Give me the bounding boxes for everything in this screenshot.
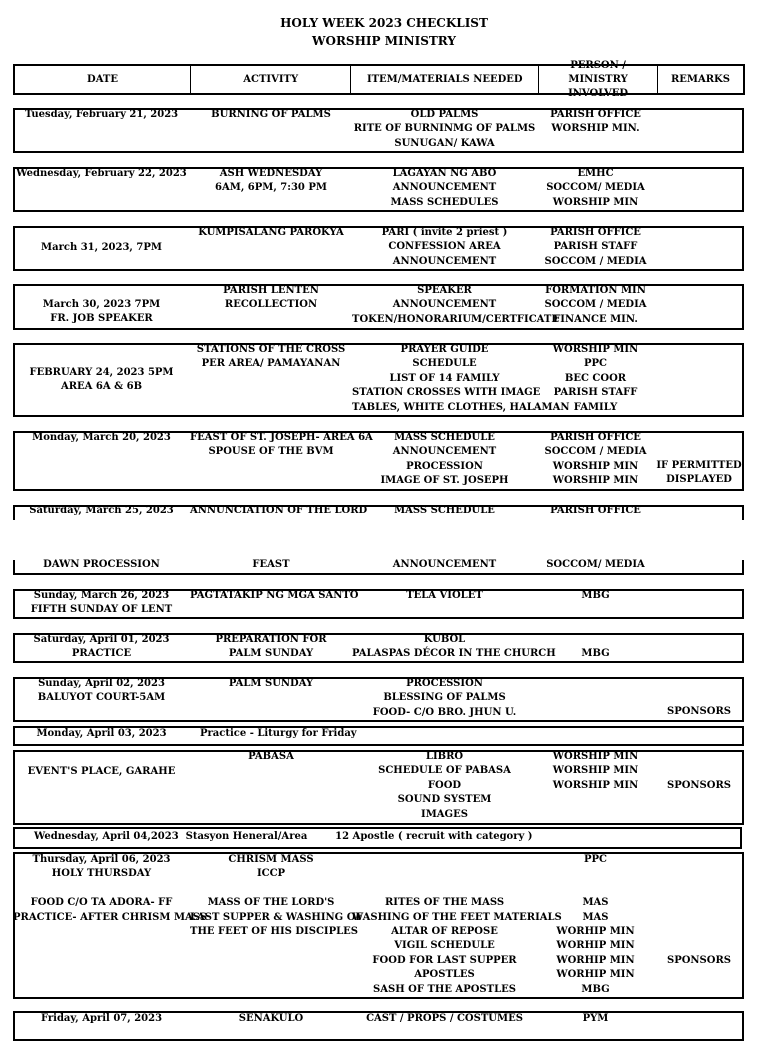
row-activity: PABASA <box>248 751 294 762</box>
row-activity: ANNUNCIATION OF THE LORD <box>190 505 368 516</box>
row-person: SOCCOM / MEDIA <box>544 299 647 311</box>
row-date: Saturday, March 25, 2023 <box>29 505 174 516</box>
table-row <box>13 167 744 210</box>
row-person: WORHIP MIN <box>556 969 635 981</box>
row-person: PPC <box>584 358 607 370</box>
row-date: FOOD C/O TA ADORA- FF <box>30 897 173 909</box>
row-activity: FEAST <box>252 559 290 570</box>
row-person: MBG <box>581 590 610 601</box>
row-person: WORSHIP MIN <box>552 779 639 791</box>
row-person: EMHC <box>577 168 614 179</box>
table-row <box>13 677 744 720</box>
row-item: FOOD- C/O BRO. JHUN U. <box>372 706 517 718</box>
table-row <box>13 343 744 417</box>
row-item: FOOD <box>427 779 462 791</box>
row-item: LIST OF 14 FAMILY <box>389 372 500 384</box>
row-item: TOKEN/HONORARIUM/CERTFICATE <box>352 313 559 325</box>
row-item: PROCESSION <box>406 678 483 689</box>
row-remark: SPONSORS <box>666 780 732 791</box>
row-item: ANNOUNCEMENT <box>392 255 497 267</box>
row-item: SOUND SYSTEM <box>397 794 492 806</box>
row-person: SOCCOM/ MEDIA <box>546 182 645 194</box>
row-item: APOSTLES <box>414 969 475 981</box>
row-person: SOCCOM/ MEDIA <box>546 559 645 570</box>
row-item: MASS SCHEDULES <box>390 196 499 208</box>
row-activity: CHRISM MASS <box>228 854 314 865</box>
row-person: SOCCOM / MEDIA <box>544 255 647 267</box>
row-activity: PALM SUNDAY <box>228 678 314 689</box>
header-activity: ACTIVITY <box>191 66 351 93</box>
row-item: PRAYER GUIDE <box>400 344 489 355</box>
row-item: ANNOUNCEMENT <box>392 559 497 570</box>
row-date: HOLY THURSDAY <box>51 868 152 880</box>
row-date: FEBRUARY 24, 2023 5PM <box>29 366 174 378</box>
row-item: BLESSING OF PALMS <box>383 692 506 704</box>
row-activity: PREPARATION FOR <box>215 634 327 645</box>
row-item: FOOD FOR LAST SUPPER <box>372 954 517 966</box>
row-item: IMAGES <box>421 808 468 820</box>
row-date: DAWN PROCESSION <box>43 559 160 570</box>
row-item: MASS SCHEDULE <box>394 505 495 516</box>
row-person: WORHIP MIN <box>556 940 635 952</box>
row-item: LIBRO <box>425 751 464 762</box>
row-date: PRACTICE- AFTER CHRISM MASS <box>13 911 207 923</box>
row-person: SOCCOM / MEDIA <box>544 446 647 458</box>
table-header <box>13 59 745 99</box>
row-activity: 6AM, 6PM, 7:30 PM <box>215 182 327 194</box>
row-item: VIGIL SCHEDULE <box>394 940 495 952</box>
row-remark: DISPLAYED <box>666 474 732 486</box>
header-persons: PERSON / MINISTRY INVOLVED <box>539 66 658 93</box>
row-date: FIFTH SUNDAY OF LENT <box>30 604 173 616</box>
row-date: PRACTICE <box>71 648 132 660</box>
row-activity: BURNING OF PALMS <box>211 109 331 120</box>
row-activity: SPOUSE OF THE BVM <box>208 446 334 458</box>
row-person: MBG <box>581 983 610 995</box>
row-date: March 30, 2023 7PM <box>42 299 161 310</box>
row-person: WORSHIP MIN <box>552 460 639 472</box>
row-item: RITE OF BURNINMG OF PALMS <box>353 123 536 135</box>
doc-title-line2: WORSHIP MINISTRY <box>312 34 456 48</box>
row-date: FR. JOB SPEAKER <box>50 313 153 325</box>
table-row <box>13 853 744 997</box>
row-item: TELA VIOLET <box>406 590 483 601</box>
row-activity: PALM SUNDAY <box>228 648 314 660</box>
table-row <box>13 504 744 518</box>
row-item: ANNOUNCEMENT <box>392 182 497 194</box>
row-date: Sunday, March 26, 2023 <box>33 590 170 601</box>
row-date: Wednesday, February 22, 2023 <box>16 168 187 179</box>
table-row <box>13 589 744 618</box>
row-activity: PARISH LENTEN <box>223 285 319 296</box>
table-row <box>13 830 744 844</box>
row-item: IMAGE OF ST. JOSEPH <box>380 475 509 487</box>
row-activity: ASH WEDNESDAY <box>219 168 323 179</box>
row-item: LAGAYAN NG ABO <box>392 168 497 179</box>
row-activity: FEAST OF ST. JOSEPH- AREA 6A <box>190 432 373 443</box>
row-item: WASHING OF THE FEET MATERIALS <box>352 911 562 923</box>
row-item: CONFESSION AREA <box>388 241 501 253</box>
row-date: AREA 6A & 6B <box>60 381 143 392</box>
row-person: FORMATION MIN <box>545 285 646 296</box>
row-item: PARI ( invite 2 priest ) <box>381 227 508 238</box>
row-activity: THE FEET OF HIS DISCIPLES <box>190 926 358 938</box>
table-row <box>13 431 744 489</box>
row-date: Monday, April 03, 2023 <box>36 728 167 739</box>
row-item: SCHEDULE <box>412 358 477 370</box>
row-remark: IF PERMITTED <box>656 460 742 471</box>
row-person: PARISH OFFICE <box>550 432 641 443</box>
row-date: Sunday, April 02, 2023 <box>38 678 165 689</box>
row-remark: SPONSORS <box>666 954 732 966</box>
row-person: PARISH OFFICE <box>550 109 641 120</box>
row-item: SUNUGAN/ KAWA <box>394 137 495 149</box>
row-person: BEC COOR <box>564 372 627 384</box>
row-activity: LAST SUPPER & WASHING OF <box>190 911 363 923</box>
row-item: PALASPAS DÉCOR IN THE CHURCH <box>352 648 556 660</box>
row-activity: SENAKULO <box>238 1013 304 1024</box>
row-activity: PAGTATAKIP NG MGA SANTO <box>190 590 359 601</box>
row-person: WORSHIP MIN <box>552 765 639 777</box>
row-item: CAST / PROPS / COSTUMES <box>366 1013 523 1024</box>
row-person: PARISH STAFF <box>553 387 638 399</box>
row-person: WORHIP MIN <box>556 926 635 938</box>
row-activity: ICCP <box>256 868 286 880</box>
table-row <box>13 633 744 662</box>
row-date: Friday, April 07, 2023 <box>40 1013 163 1024</box>
table-row <box>13 284 744 330</box>
row-item: KUBOL <box>423 634 466 645</box>
row-person: WORSHIP MIN <box>552 196 639 208</box>
row-person: PARISH STAFF <box>553 241 638 253</box>
row-date: Wednesday, April 04,2023 Stasyon Heneral/Area 12 Apostle ( recruit with category ) <box>34 831 533 842</box>
row-date: BALUYOT COURT-5AM <box>37 692 166 704</box>
row-item: RITES OF THE MASS <box>384 897 505 909</box>
row-item: SASH OF THE APOSTLES <box>373 983 516 995</box>
table-row <box>13 1012 744 1026</box>
row-person: WORSHIP MIN <box>552 344 639 355</box>
row-person: MBG <box>581 648 610 659</box>
row-date: Thursday, April 06, 2023 <box>32 854 171 865</box>
row-item: ANNOUNCEMENT <box>392 299 497 311</box>
row-activity: STATIONS OF THE CROSS <box>196 344 346 355</box>
header-remarks: REMARKS <box>670 73 730 85</box>
row-item: ANNOUNCEMENT <box>392 446 497 458</box>
row-activity: RECOLLECTION <box>224 299 318 311</box>
row-item: SCHEDULE OF PABASA <box>378 765 511 777</box>
row-remark: SPONSORS <box>666 706 732 717</box>
row-date: Monday, March 20, 2023 <box>32 432 171 443</box>
row-person: PYM <box>582 1013 609 1024</box>
header-date: DATE <box>15 66 191 93</box>
table-row <box>13 226 744 271</box>
row-person: WORSHIP MIN <box>552 475 639 487</box>
row-item: OLD PALMS <box>410 109 479 120</box>
row-activity <box>190 882 352 896</box>
row-date <box>13 882 190 896</box>
row-person: WORHIP MIN <box>556 954 635 966</box>
row-person: MAS <box>582 897 609 909</box>
row-date: March 31, 2023, 7PM <box>41 242 162 254</box>
row-date: EVENT'S PLACE, GARAHE <box>27 766 176 777</box>
row-item: PROCESSION <box>406 460 483 472</box>
row-person: PARISH OFFICE <box>550 227 641 238</box>
row-activity: MASS OF THE LORD'S <box>207 897 335 909</box>
row-activity: KUMPISALANG PAROKYA <box>198 227 344 238</box>
row-person: WORSHIP MIN <box>552 751 639 762</box>
row-activity: Practice - Liturgy for Friday <box>200 728 357 739</box>
table-row <box>13 750 744 825</box>
row-item: MASS SCHEDULE <box>394 432 495 443</box>
row-person: WORSHIP MIN. <box>551 123 640 135</box>
row-date: Saturday, April 01, 2023 <box>33 634 170 645</box>
row-item: SPEAKER <box>417 285 472 296</box>
row-person: PARISH OFFICE <box>550 505 641 516</box>
row-gap-cover <box>10 520 750 560</box>
row-activity: PER AREA/ PAMAYANAN <box>201 358 341 370</box>
row-person: FINANCE MIN. <box>553 313 638 325</box>
row-person: MAS <box>582 911 609 923</box>
doc-title-line1: HOLY WEEK 2023 CHECKLIST <box>280 16 488 30</box>
table-row <box>13 727 744 741</box>
row-person: PPC <box>584 854 607 865</box>
row-item: TABLES, WHITE CLOTHES, HALAMAN <box>352 401 570 413</box>
row-date: Tuesday, February 21, 2023 <box>24 109 179 120</box>
row-person: FAMILY <box>573 401 618 413</box>
table-row <box>13 108 744 151</box>
header-items: ITEM/MATERIALS NEEDED <box>351 66 539 93</box>
row-item: STATION CROSSES WITH IMAGE <box>352 387 541 399</box>
row-item: ALTAR OF REPOSE <box>391 926 498 937</box>
table-row <box>13 558 744 572</box>
